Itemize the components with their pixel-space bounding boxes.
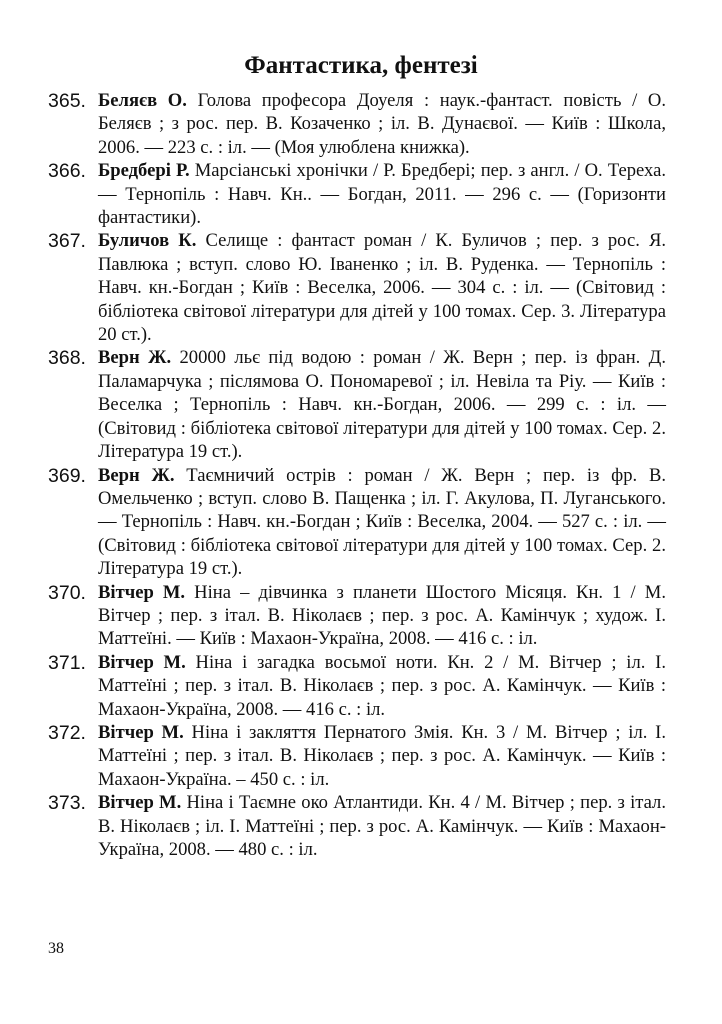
- entry-description: Таємничий острів : роман / Ж. Верн ; пер. із фр. В. Омельченко ; вступ. слово В. Пащенка ; іл. Г. Акулова, П. Луганського. — Тернопіль : Навч. кн.-Богдан ; Київ : Веселка, 2004. — 527 с. : іл. — (Світовид : бібліотека світової літератури для дітей у 100 томах. Сер. 2. Література 19 ст.).: [98, 464, 666, 580]
- entry-description: Ніна і загадка восьмої ноти. Кн. 2 / М. Вітчер ; іл. І. Маттеїні ; пер. з італ. В. Ніколаєв ; пер. з рос. А. Камінчук. — Київ : Махаон-Україна, 2008. — 416 с. : іл.: [98, 651, 666, 720]
- entry-author: Вітчер М.: [98, 721, 184, 743]
- entry-text: [98, 581, 666, 651]
- entry-description: Ніна і закляття Пернатого Змія. Кн. 3 / М. Вітчер ; іл. І. Маттеїні ; пер. з італ. В. Ніколаєв ; пер. з рос. А. Камінчук. — Київ : Махаон-Україна. – 450 с. : іл.: [98, 721, 666, 790]
- entry-number: 373.: [48, 792, 86, 815]
- entry-text: [98, 229, 666, 346]
- entry-author: Вітчер М.: [98, 581, 186, 603]
- entry-description: Селище : фантаст роман / К. Буличов ; пер. з рос. Я. Павлюка ; вступ. слово Ю. Іваненко ; іл. В. Руденка. — Тернопіль : Навч. кн.-Богдан ; Київ : Веселка, 2006. — 304 с. : іл. — (Світовид : бібліотека світової літератури для дітей у 100 томах. Сер. 3. Література 20 ст.).: [98, 230, 666, 346]
- entry-number: 365.: [48, 90, 86, 112]
- entry-author: Верн Ж.: [98, 347, 172, 369]
- entry-description: Марсіанські хронічки / Р. Бредбері; пер. з англ. / О. Тереха. — Тернопіль : Навч. Кн.. — Богдан, 2011. — 296 с. — (Горизонти фантастики).: [98, 160, 666, 229]
- entry-number: 370.: [48, 581, 86, 604]
- bibliography-entry: [48, 581, 666, 651]
- bibliography-entry: [48, 159, 666, 229]
- entry-text: [98, 721, 666, 791]
- entry-description: Ніна і Таємне око Атлантиди. Кн. 4 / М. Вітчер ; пер. з італ. В. Ніколаєв ; іл. І. Маттеїні ; пер. з рос. А. Камінчук. — Київ : Махаон-Україна, 2008. — 480 с. : іл.: [98, 792, 666, 860]
- entry-author: Верн Ж.: [98, 464, 175, 486]
- entry-author: Вітчер М.: [98, 792, 182, 814]
- page-title: Фантастика, фентезі: [244, 52, 478, 79]
- entry-description: 20000 льє під водою : роман / Ж. Верн ; пер. із фран. Д. Паламарчука ; післямова О. Пономаревої ; іл. Невіла та Ріу. — Київ : Веселка ; Тернопіль : Навч. кн.-Богдан, 2006. — 299 с. : іл. — (Світовид : бібліотека світової літератури для дітей у 100 томах. Сер. 2. Література 19 ст.).: [98, 347, 666, 463]
- bibliography-list: [48, 89, 666, 861]
- entry-description: Голова професора Доуеля : наук.-фантаст. повість / О. Беляєв ; з рос. пер. В. Козаченко ; іл. В. Дунаєвої. — Київ : Школа, 2006. — 223 с. : іл. — (Моя улюблена книжка).: [98, 90, 667, 158]
- bibliography-entry: [48, 651, 666, 721]
- entry-text: [98, 651, 666, 721]
- entry-number: 368.: [48, 347, 86, 370]
- entry-number: 367.: [48, 230, 86, 253]
- entry-text: [98, 464, 666, 581]
- bibliography-entry: [48, 791, 666, 861]
- bibliography-entry: [48, 89, 666, 159]
- entry-number: 369.: [48, 464, 86, 487]
- bibliography-entry: [48, 464, 666, 581]
- entry-text: [98, 89, 666, 159]
- page-number: 38: [48, 940, 64, 957]
- entry-number: 371.: [48, 651, 86, 674]
- entry-text: [98, 791, 666, 861]
- entry-author: Беляєв О.: [98, 90, 187, 111]
- entry-text: [98, 346, 666, 463]
- bibliography-entry: [48, 721, 666, 791]
- entry-description: Ніна – дівчинка з планети Шостого Місяця. Кн. 1 / М. Вітчер ; пер. з італ. В. Ніколаєв ; пер. з рос. А. Камінчук ; худож. І. Маттеїні. — Київ : Махаон-Україна, 2008. — 416 с. : іл.: [98, 581, 666, 650]
- entry-number: 372.: [48, 721, 86, 744]
- entry-author: Вітчер М.: [98, 651, 186, 673]
- bibliography-entry: [48, 229, 666, 346]
- bibliography-entry: [48, 346, 666, 463]
- entry-text: [98, 159, 666, 229]
- entry-author: Буличов К.: [98, 230, 197, 252]
- entry-number: 366.: [48, 160, 86, 183]
- entry-author: Бредбері Р.: [98, 160, 190, 182]
